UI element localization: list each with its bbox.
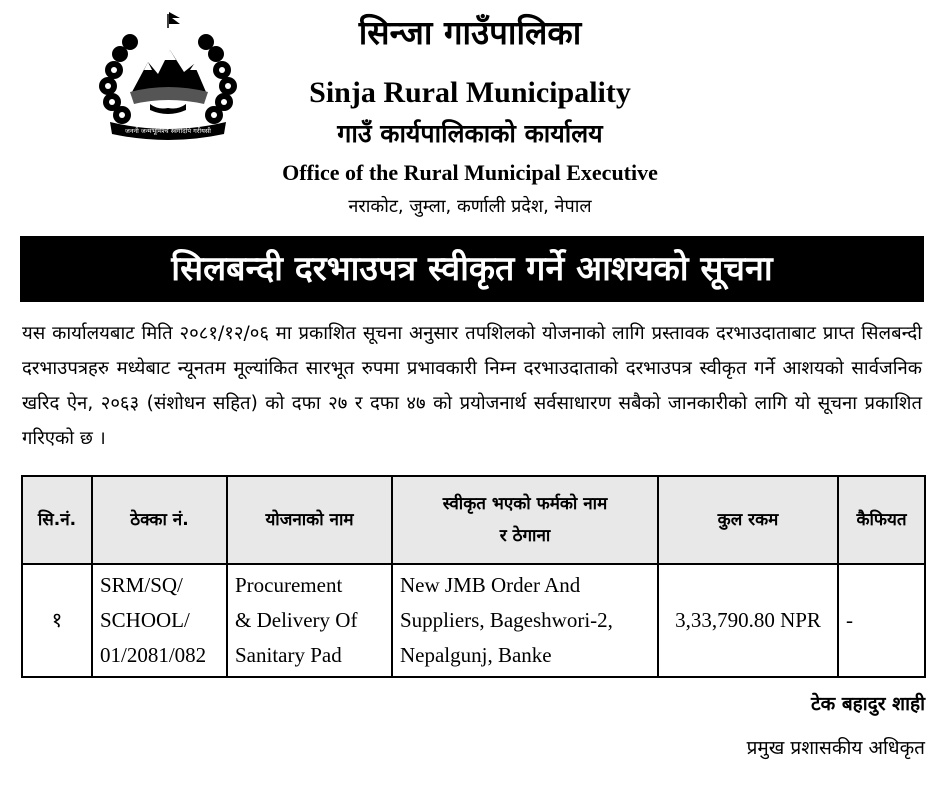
header-firm [392,476,658,564]
header-firm-line2: र ठेगाना [499,526,551,546]
header-remarks: कैफियत [838,476,925,564]
table-row [22,564,925,677]
cell-remarks: - [838,564,925,677]
table-header-row [22,476,925,564]
office-name-nepali: गाउँ कार्यपालिकाको कार्यालय [337,119,603,148]
cell-project-name [227,564,392,677]
contract-no-line1: SRM/SQ/ [100,573,183,597]
cell-amount: 3,33,790.80 NPR [658,564,838,677]
svg-text:जननी जन्मभूमिश्च स्वर्गादपि गर: जननी जन्मभूमिश्च स्वर्गादपि गरीयसी [125,127,211,135]
municipality-name-nepali: सिन्जा गाउँपालिका [358,13,582,52]
cell-sn: १ [22,564,92,677]
firm-line2: Suppliers, Bageshwori-2, [400,608,613,632]
notice-heading: सिलबन्दी दरभाउपत्र स्वीकृत गर्ने आशयको सूचना [20,236,924,302]
firm-line1: New JMB Order And [400,573,581,597]
award-table [21,475,926,678]
header-firm-line1: स्वीकृत भएको फर्मको नाम [442,494,608,514]
office-address: नराकोट, जुम्ला, कर्णाली प्रदेश, नेपाल [348,196,592,217]
signatory-title: प्रमुख प्रशासकीय अधिकृत [746,737,925,759]
header-amount: कुल रकम [658,476,838,564]
project-line3: Sanitary Pad [235,643,342,667]
header-sn: सि.नं. [22,476,92,564]
project-line1: Procurement [235,573,343,597]
nepal-emblem-logo [92,10,244,142]
firm-line3: Nepalgunj, Banke [400,643,552,667]
header-contract-no: ठेक्का नं. [92,476,227,564]
cell-contract-no [92,564,227,677]
header-project-name: योजनाको नाम [227,476,392,564]
contract-no-line2: SCHOOL/ [100,608,190,632]
project-line2: & Delivery Of [235,608,358,632]
cell-firm [392,564,658,677]
notice-body: यस कार्यालयबाट मिति २०८१/१२/०६ मा प्रकाशित सूचना अनुसार तपशिलको योजनाको लागि प्रस्तावक दरभाउदाताबाट प्राप्त सिलबन्दी दरभाउपत्रहरु मध्येबाट न्यूनतम मूल्यांकित सारभूत रुपमा प्रभावकारी निम्न दरभाउदाताको दरभाउपत्र स्वीकृत गर्ने आशयको सार्वजनिक खरिद ऐन, २०६३ (संशोधन सहित) को दफा २७ र दफा ४७ को प्रयोजनार्थ सर्वसाधारण सबैको जानकारीको लागि यो सूचना प्रकाशित गरिएको छ । [22,323,922,449]
contract-no-line3: 01/2081/082 [100,643,207,667]
office-name-english: Office of the Rural Municipal Executive [282,160,658,185]
flag-icon [168,12,180,28]
municipality-name-english: Sinja Rural Municipality [309,76,631,109]
signatory-name: टेक बहादुर शाही [811,693,925,715]
